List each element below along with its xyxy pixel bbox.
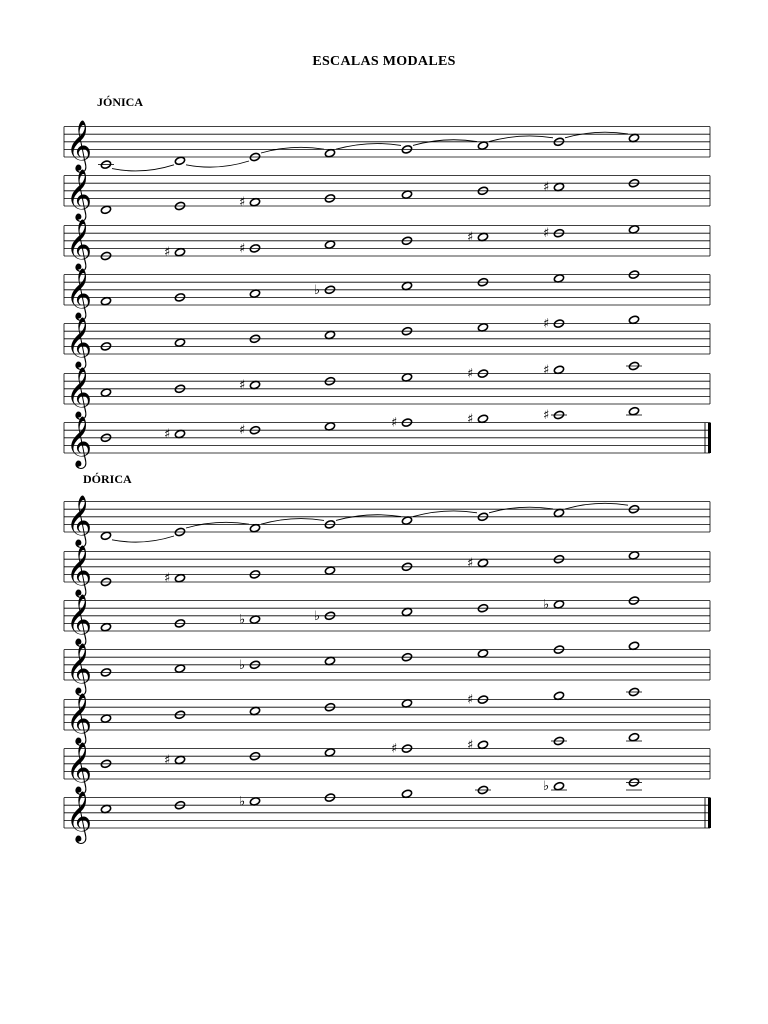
- whole-note: [249, 797, 260, 806]
- slur: [186, 522, 249, 528]
- whole-note: [324, 566, 335, 575]
- sharp-icon: ♯: [543, 316, 550, 332]
- slur: [489, 136, 553, 142]
- whole-note: [174, 247, 185, 256]
- whole-note: [174, 429, 185, 438]
- staff: [64, 545, 710, 598]
- whole-note: [553, 274, 564, 283]
- slur: [565, 132, 628, 138]
- whole-note: [401, 789, 412, 798]
- treble-clef-icon: 𝄞: [66, 317, 93, 368]
- whole-note: [324, 240, 335, 249]
- whole-note: [100, 205, 111, 214]
- staff: [64, 406, 711, 469]
- flat-icon: ♭: [239, 794, 246, 810]
- slur: [186, 161, 249, 167]
- whole-note: [174, 573, 185, 582]
- whole-note: [249, 197, 260, 206]
- staff: [64, 641, 710, 696]
- sharp-icon: ♯: [467, 692, 474, 708]
- sharp-icon: ♯: [543, 408, 550, 423]
- whole-note: [401, 516, 412, 525]
- whole-note: [553, 182, 564, 191]
- treble-clef-icon: 𝄞: [66, 693, 93, 744]
- sharp-icon: ♯: [164, 245, 171, 261]
- section-label-dorica: DÓRICA: [83, 472, 132, 486]
- whole-note: [100, 296, 111, 305]
- whole-note: [401, 190, 412, 199]
- whole-note: [477, 323, 488, 332]
- treble-clef-icon: 𝄞: [66, 169, 93, 220]
- sharp-icon: ♯: [239, 423, 246, 439]
- treble-clef-icon: 𝄞: [66, 594, 93, 645]
- treble-clef-icon: 𝄞: [66, 219, 93, 270]
- whole-note: [628, 641, 639, 650]
- staff: [64, 778, 711, 844]
- sharp-icon: ♯: [164, 753, 171, 768]
- sharp-icon: ♯: [239, 241, 246, 257]
- whole-note: [401, 607, 412, 616]
- sharp-icon: ♯: [239, 195, 246, 211]
- final-barline: [708, 423, 711, 453]
- treble-clef-icon: 𝄞: [66, 545, 93, 596]
- staff: [64, 120, 710, 173]
- whole-note: [100, 714, 111, 723]
- whole-note: [628, 732, 639, 741]
- staff: [64, 315, 710, 370]
- treble-clef-icon: 𝄞: [66, 742, 93, 793]
- whole-note: [477, 558, 488, 567]
- flat-icon: ♭: [314, 282, 321, 298]
- flat-icon: ♭: [239, 657, 246, 673]
- treble-clef-icon: 𝄞: [66, 643, 93, 694]
- whole-note: [553, 600, 564, 609]
- sharp-icon: ♯: [467, 411, 474, 427]
- flat-icon: ♭: [543, 597, 550, 613]
- whole-note: [553, 365, 564, 374]
- whole-note: [401, 281, 412, 290]
- whole-note: [477, 414, 488, 423]
- sharp-icon: ♯: [164, 427, 171, 442]
- slur: [489, 507, 553, 513]
- treble-clef-icon: 𝄞: [66, 791, 93, 842]
- treble-clef-icon: 𝄞: [66, 416, 93, 467]
- flat-icon: ♭: [543, 779, 550, 795]
- whole-note: [100, 531, 111, 540]
- page-title: ESCALAS MODALES: [312, 54, 456, 69]
- sharp-icon: ♯: [239, 378, 246, 393]
- whole-note: [174, 664, 185, 673]
- slur: [112, 165, 174, 171]
- staff: [64, 687, 710, 746]
- sharp-icon: ♯: [467, 366, 474, 382]
- whole-note: [174, 156, 185, 165]
- sharp-icon: ♯: [467, 556, 474, 571]
- sharp-icon: ♯: [391, 741, 398, 757]
- whole-note: [477, 141, 488, 150]
- sharp-icon: ♯: [543, 362, 550, 378]
- whole-note: [628, 225, 639, 234]
- staff: [64, 594, 710, 647]
- section-label-jonica: JÓNICA: [97, 95, 144, 109]
- whole-note: [628, 551, 639, 560]
- final-barline: [708, 798, 711, 828]
- sharp-icon: ♯: [543, 226, 550, 242]
- treble-clef-icon: 𝄞: [66, 120, 93, 171]
- staff: [64, 495, 710, 548]
- whole-note: [324, 748, 335, 757]
- sharp-icon: ♯: [543, 180, 550, 195]
- whole-note: [553, 508, 564, 517]
- staff: [64, 361, 710, 420]
- whole-note: [628, 315, 639, 324]
- whole-note: [628, 406, 639, 415]
- whole-note: [324, 422, 335, 431]
- whole-note: [100, 388, 111, 397]
- flat-icon: ♭: [314, 608, 321, 624]
- sharp-icon: ♯: [391, 415, 398, 431]
- slur: [336, 515, 401, 521]
- whole-note: [174, 338, 185, 347]
- flat-icon: ♭: [239, 612, 246, 628]
- slur: [413, 140, 477, 146]
- staff: [64, 268, 710, 321]
- slur: [336, 144, 401, 150]
- whole-note: [477, 232, 488, 241]
- whole-note: [324, 330, 335, 339]
- sharp-icon: ♯: [467, 230, 474, 245]
- slur: [261, 519, 324, 525]
- slur: [261, 147, 324, 153]
- whole-note: [553, 781, 564, 790]
- whole-note: [477, 740, 488, 749]
- whole-note: [401, 373, 412, 382]
- staff: [64, 169, 710, 222]
- staff: [64, 219, 710, 272]
- whole-note: [249, 523, 260, 532]
- slur: [413, 511, 477, 517]
- whole-note: [324, 656, 335, 665]
- whole-note: [249, 706, 260, 715]
- slur: [112, 536, 174, 542]
- whole-note: [100, 622, 111, 631]
- whole-note: [174, 755, 185, 764]
- treble-clef-icon: 𝄞: [66, 495, 93, 546]
- whole-note: [249, 289, 260, 298]
- whole-note: [553, 691, 564, 700]
- staff: [64, 732, 710, 795]
- sharp-icon: ♯: [164, 571, 171, 587]
- slur: [565, 503, 628, 509]
- whole-note: [324, 148, 335, 157]
- whole-note: [477, 649, 488, 658]
- whole-note: [100, 804, 111, 813]
- treble-clef-icon: 𝄞: [66, 367, 93, 418]
- treble-clef-icon: 𝄞: [66, 268, 93, 319]
- whole-note: [628, 133, 639, 142]
- whole-note: [249, 615, 260, 624]
- sharp-icon: ♯: [467, 737, 474, 753]
- whole-note: [249, 380, 260, 389]
- whole-note: [401, 699, 412, 708]
